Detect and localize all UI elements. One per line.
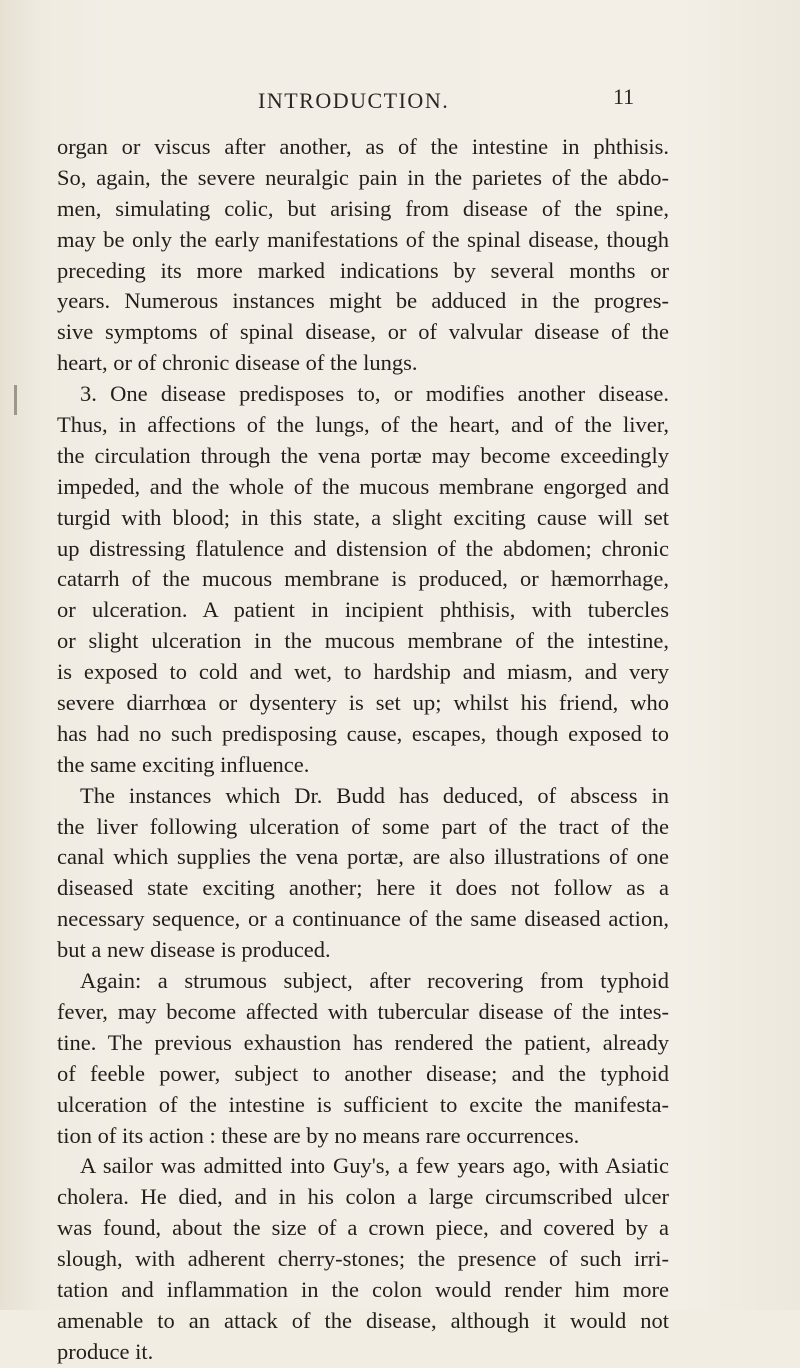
text-line: the same exciting influence. (57, 751, 310, 777)
text-line: sive symptoms of spinal disease, or of valvular disease of the (57, 319, 669, 345)
text-line: 3. One disease predisposes to, or modifies another disease. (80, 381, 669, 407)
margin-mark (14, 385, 17, 415)
text-line: tation and inflammation in the colon would render him more (57, 1276, 669, 1302)
text-line: or slight ulceration in the mucous membrane of the intestine, (57, 628, 669, 654)
running-head: INTRODUCTION. (258, 88, 450, 113)
body-text (57, 132, 669, 1368)
text-line: preceding its more marked indications by several months or (57, 257, 669, 283)
text-line: diseased state exciting another; here it does not follow as a (57, 875, 669, 901)
text-line: but a new disease is produced. (57, 937, 331, 963)
text-line: Thus, in affections of the lungs, of the heart, and of the liver, (57, 412, 669, 438)
text-line: may be only the early manifestations of the spinal disease, though (57, 226, 669, 252)
text-line: canal which supplies the vena portæ, are also illustrations of one (57, 844, 669, 870)
text-line: organ or viscus after another, as of the intestine in phthisis. (57, 134, 669, 159)
text-line: or ulceration. A patient in incipient phthisis, with tubercles (57, 597, 669, 623)
text-line: So, again, the severe neuralgic pain in the parietes of the abdo- (57, 164, 669, 190)
text-line: produce it. (57, 1338, 154, 1364)
text-line: necessary sequence, or a continuance of the same diseased action, (57, 906, 669, 932)
text-line: cholera. He died, and in his colon a large circumscribed ulcer (57, 1184, 669, 1210)
page-number: 11 (613, 84, 635, 109)
text-line: amenable to an attack of the disease, although it would not (57, 1307, 669, 1333)
text-line: was found, about the size of a crown piece, and covered by a (57, 1215, 669, 1241)
text-line: severe diarrhœa or dysentery is set up; whilst his friend, who (57, 690, 669, 716)
text-line: men, simulating colic, but arising from disease of the spine, (57, 195, 669, 221)
text-line: of feeble power, subject to another disease; and the typhoid (57, 1060, 669, 1086)
page-header (0, 84, 800, 118)
text-line: heart, or of chronic disease of the lungs. (57, 350, 418, 376)
text-line: catarrh of the mucous membrane is produced, or hæmorrhage, (57, 566, 669, 592)
text-line: tion of its action : these are by no means rare occurrences. (57, 1122, 580, 1148)
text-line: years. Numerous instances might be adduced in the progres- (57, 288, 669, 314)
text-line: slough, with adherent cherry-stones; the presence of such irri- (57, 1246, 669, 1272)
text-line: the liver following ulceration of some part of the tract of the (57, 813, 669, 839)
text-line: is exposed to cold and wet, to hardship and miasm, and very (57, 659, 669, 685)
text-line: The instances which Dr. Budd has deduced, of abscess in (80, 782, 669, 808)
text-line: has had no such predisposing cause, escapes, though exposed to (57, 720, 669, 746)
text-line: ulceration of the intestine is sufficient to excite the manifesta- (57, 1091, 669, 1117)
text-line: up distressing flatulence and distension of the abdomen; chronic (57, 535, 669, 561)
text-line: fever, may become affected with tubercular disease of the intes- (57, 998, 669, 1024)
text-line: A sailor was admitted into Guy's, a few years ago, with Asiatic (80, 1153, 669, 1179)
text-line: impeded, and the whole of the mucous membrane engorged and (57, 473, 669, 499)
text-line: the circulation through the vena portæ may become exceedingly (57, 442, 669, 468)
text-line: turgid with blood; in this state, a slight exciting cause will set (57, 504, 669, 530)
text-line: Again: a strumous subject, after recovering from typhoid (80, 968, 669, 994)
text-line: tine. The previous exhaustion has rendered the patient, already (57, 1029, 669, 1055)
